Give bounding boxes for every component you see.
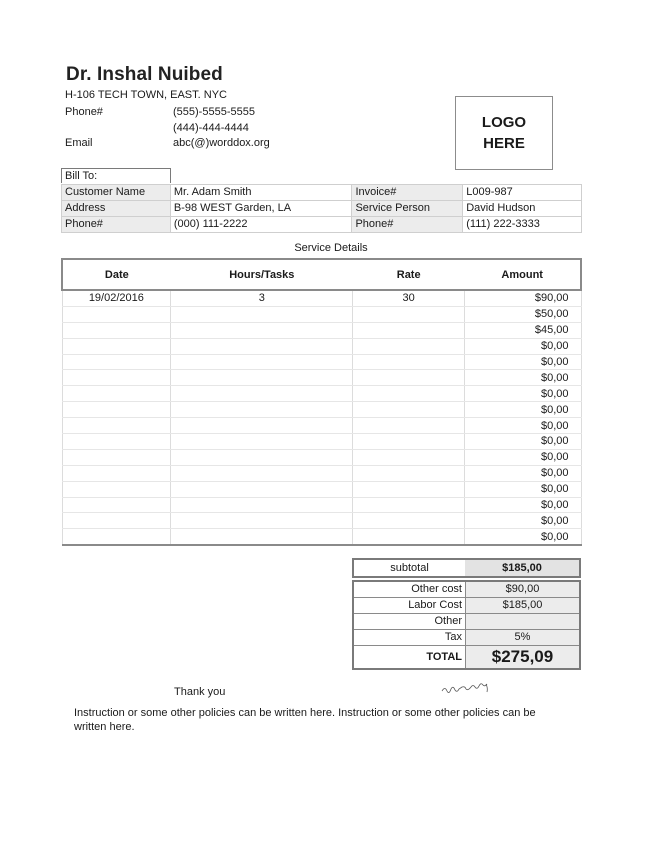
total-label: TOTAL <box>353 645 466 669</box>
service-amount-cell: $0,00 <box>464 402 581 418</box>
company-phone-label: Phone# <box>65 106 103 118</box>
service-amount-cell: $0,00 <box>464 354 581 370</box>
service-rate-cell <box>353 354 464 370</box>
service-person-label: Service Person <box>352 201 463 217</box>
other-value <box>466 613 581 629</box>
service-date-cell <box>62 354 171 370</box>
customer-name: Mr. Adam Smith <box>170 185 352 201</box>
service-row <box>62 434 581 450</box>
service-row <box>62 338 581 354</box>
logo-placeholder <box>455 96 553 170</box>
service-date-cell <box>62 497 171 513</box>
service-rows <box>62 290 581 545</box>
service-hours-cell <box>171 465 353 481</box>
service-date-cell <box>62 449 171 465</box>
service-hours-cell <box>171 306 353 322</box>
service-hours-cell <box>171 497 353 513</box>
company-phone-1: (555)-5555-5555 <box>173 106 255 118</box>
total-row <box>353 645 580 669</box>
service-hours-cell <box>171 386 353 402</box>
service-amount-cell: $0,00 <box>464 529 581 545</box>
service-hours-cell <box>171 418 353 434</box>
company-email-label: Email <box>65 137 93 149</box>
service-date-cell <box>62 465 171 481</box>
service-rate-cell <box>353 529 464 545</box>
service-rate-cell <box>353 338 464 354</box>
logo-line-2: HERE <box>483 135 525 152</box>
service-person: David Hudson <box>463 201 582 217</box>
invoice-number: L009-987 <box>463 185 582 201</box>
service-row <box>62 497 581 513</box>
totals-row <box>353 613 580 629</box>
service-hours-cell <box>171 322 353 338</box>
service-rate-cell <box>353 402 464 418</box>
date-header: Date <box>62 259 171 290</box>
instructions-text: Instruction or some other policies can be written here. Instruction or some other policies can be written here. <box>74 707 536 732</box>
bill-to-table <box>61 184 582 233</box>
service-date-cell <box>62 481 171 497</box>
service-row <box>62 465 581 481</box>
bill-to-title: Bill To: <box>61 168 171 183</box>
service-amount-cell: $0,00 <box>464 434 581 450</box>
tax-value: 5% <box>466 629 581 645</box>
company-address: H-106 TECH TOWN, EAST. NYC <box>65 89 227 101</box>
other-cost-label: Other cost <box>353 581 466 597</box>
customer-address: B-98 WEST Garden, LA <box>170 201 352 217</box>
other-label: Other <box>353 613 466 629</box>
service-amount-cell: $0,00 <box>464 338 581 354</box>
service-hours-cell: 3 <box>171 290 353 306</box>
service-date-cell <box>62 402 171 418</box>
service-amount-cell: $0,00 <box>464 513 581 529</box>
service-amount-cell: $0,00 <box>464 386 581 402</box>
service-date-cell <box>62 338 171 354</box>
hours-header: Hours/Tasks <box>171 259 353 290</box>
service-amount-cell: $50,00 <box>464 306 581 322</box>
service-hours-cell <box>171 513 353 529</box>
service-date-cell <box>62 418 171 434</box>
service-hours-cell <box>171 370 353 386</box>
service-amount-cell: $0,00 <box>464 418 581 434</box>
service-amount-cell: $0,00 <box>464 497 581 513</box>
thank-you-text: Thank you <box>174 686 226 698</box>
service-details-table <box>61 258 582 546</box>
service-hours-cell <box>171 338 353 354</box>
service-row <box>62 306 581 322</box>
customer-phone: (000) 111-2222 <box>170 217 352 233</box>
service-rate-cell <box>353 449 464 465</box>
other-cost-value: $90,00 <box>466 581 581 597</box>
service-date-cell <box>62 370 171 386</box>
service-hours-cell <box>171 529 353 545</box>
service-row <box>62 513 581 529</box>
service-hours-cell <box>171 354 353 370</box>
service-date-cell <box>62 513 171 529</box>
service-row <box>62 529 581 545</box>
bill-to-row <box>62 217 582 233</box>
service-hours-cell <box>171 449 353 465</box>
service-date-cell: 19/02/2016 <box>62 290 171 306</box>
service-row <box>62 386 581 402</box>
invoice-label: Invoice# <box>352 185 463 201</box>
service-rate-cell <box>353 481 464 497</box>
totals-row <box>353 597 580 613</box>
service-date-cell <box>62 434 171 450</box>
service-date-cell <box>62 306 171 322</box>
service-amount-cell: $0,00 <box>464 465 581 481</box>
company-name: Dr. Inshal Nuibed <box>66 64 223 85</box>
company-email: abc(@)worddox.org <box>173 137 270 149</box>
rate-header: Rate <box>353 259 464 290</box>
service-hours-cell <box>171 402 353 418</box>
totals-row <box>353 629 580 645</box>
service-row <box>62 449 581 465</box>
service-row <box>62 354 581 370</box>
subtotal-value: $185,00 <box>465 560 579 576</box>
service-rate-cell: 30 <box>353 290 464 306</box>
address-label: Address <box>62 201 171 217</box>
amount-header: Amount <box>464 259 581 290</box>
service-row <box>62 290 581 306</box>
company-phone-2: (444)-444-4444 <box>173 122 249 134</box>
bill-to-row <box>62 201 582 217</box>
labor-cost-value: $185,00 <box>466 597 581 613</box>
labor-cost-label: Labor Cost <box>353 597 466 613</box>
service-person-phone-label: Phone# <box>352 217 463 233</box>
customer-phone-label: Phone# <box>62 217 171 233</box>
service-amount-cell: $45,00 <box>464 322 581 338</box>
service-row <box>62 418 581 434</box>
totals-row <box>353 581 580 597</box>
subtotal-label: subtotal <box>390 562 429 574</box>
service-rate-cell <box>353 322 464 338</box>
service-header-row <box>62 259 581 290</box>
service-rate-cell <box>353 370 464 386</box>
service-amount-cell: $0,00 <box>464 449 581 465</box>
tax-label: Tax <box>353 629 466 645</box>
service-amount-cell: $0,00 <box>464 481 581 497</box>
service-rate-cell <box>353 513 464 529</box>
bill-to-row <box>62 185 582 201</box>
service-details-title: Service Details <box>294 242 368 254</box>
service-row <box>62 481 581 497</box>
signature-image <box>440 680 496 701</box>
service-rate-cell <box>353 418 464 434</box>
service-row <box>62 370 581 386</box>
service-rate-cell <box>353 497 464 513</box>
service-hours-cell <box>171 481 353 497</box>
service-date-cell <box>62 386 171 402</box>
service-row <box>62 322 581 338</box>
service-rate-cell <box>353 386 464 402</box>
subtotal-box <box>352 558 581 578</box>
service-rate-cell <box>353 434 464 450</box>
customer-name-label: Customer Name <box>62 185 171 201</box>
service-person-phone: (111) 222-3333 <box>463 217 582 233</box>
service-date-cell <box>62 322 171 338</box>
service-row <box>62 402 581 418</box>
service-amount-cell: $0,00 <box>464 370 581 386</box>
service-hours-cell <box>171 434 353 450</box>
totals-table <box>352 580 581 670</box>
total-value: $275,09 <box>466 645 581 669</box>
service-rate-cell <box>353 465 464 481</box>
logo-line-1: LOGO <box>481 114 527 131</box>
service-amount-cell: $90,00 <box>464 290 581 306</box>
service-rate-cell <box>353 306 464 322</box>
service-date-cell <box>62 529 171 545</box>
